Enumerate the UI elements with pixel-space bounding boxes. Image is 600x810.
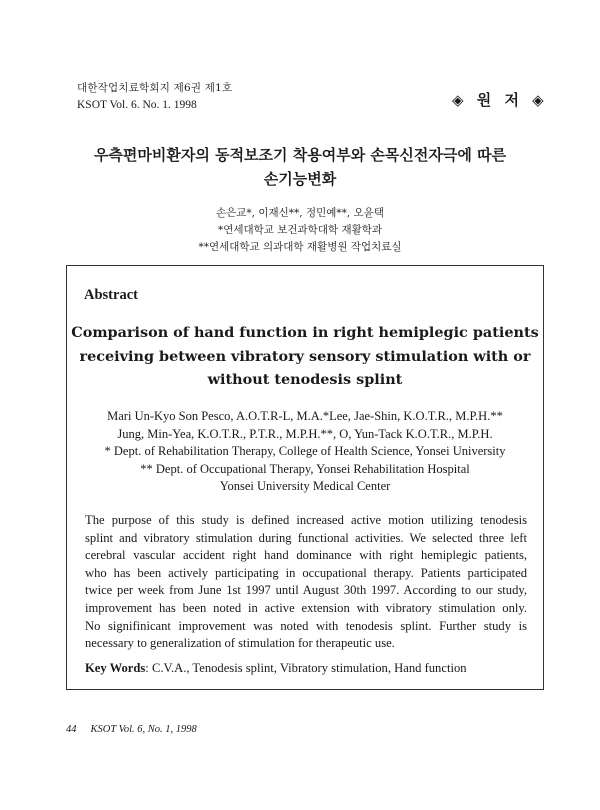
abstract-line: cerebral vascular accident right hand dominance with right hemiplegic patients, — [85, 548, 527, 563]
abstract-box — [66, 265, 544, 690]
journal-volume-info: KSOT Vol. 6. No. 1. 1998 — [77, 99, 197, 111]
paper-title-english-line3: without tenodesis splint — [207, 371, 403, 388]
keywords-label: Key Words — [85, 661, 146, 675]
paper-title-english-line1: Comparison of hand function in right hemiplegic patients — [71, 324, 539, 341]
page-number: 44 — [66, 724, 77, 735]
paper-title-korean — [0, 143, 600, 191]
paper-title-english — [67, 321, 543, 392]
affiliation-english-2: ** Dept. of Occupational Therapy, Yonsei Rehabilitation Hospital — [140, 461, 470, 476]
author-names-korean: 손은교*, 이재신**, 정민예**, 오윤택 — [216, 207, 384, 219]
affiliation-korean-2: **연세대학교 의과대학 재활병원 작업치료실 — [198, 241, 402, 253]
footer-journal: KSOT Vol. 6, No. 1, 1998 — [90, 724, 197, 735]
abstract-line: who has been actively participating in occupational therapy. Patients participated — [85, 565, 527, 580]
abstract-line: improvement has been noted in active extension with vibratory stimulation only. — [85, 600, 527, 615]
abstract-line: necessary to generalization of stimulation for therapeutic use. — [85, 636, 395, 651]
authors-korean — [0, 205, 600, 256]
abstract-line: splint and vibratory stimulation during functional activities. We selected three left — [85, 530, 527, 545]
author-names-english-2: Jung, Min-Yea, K.O.T.R., P.T.R., M.P.H.**, O, Yun-Tack K.O.T.R., M.P.H. — [117, 426, 493, 441]
affiliation-korean-1: *연세대학교 보건과학대학 재활학과 — [217, 224, 383, 236]
abstract-text — [85, 512, 527, 653]
affiliation-english-1: * Dept. of Rehabilitation Therapy, College of Health Science, Yonsei University — [104, 444, 506, 458]
paper-title-korean-line2: 손기능변화 — [263, 170, 337, 188]
affiliation-english-3: Yonsei University Medical Center — [219, 479, 391, 493]
authors-english — [67, 408, 543, 496]
author-names-english-1: Mari Un-Kyo Son Pesco, A.O.T.R-L, M.A.*Lee, Jae-Shin, K.O.T.R., M.P.H.** — [107, 409, 503, 423]
paper-title-korean-line1: 우측편마비환자의 동적보조기 착용여부와 손목신전자극에 따른 — [93, 146, 507, 164]
abstract-line: The purpose of this study is defined increased active motion utilizing tenodesis — [85, 513, 527, 527]
keywords — [85, 661, 467, 676]
abstract-line: twice per week from June 1st 1997 until August 30th 1997. According to our study, — [85, 583, 527, 598]
abstract-heading: Abstract — [84, 287, 138, 303]
abstract-line: No signifinicant improvement was noted with tenodesis splint. Further study is — [85, 618, 527, 633]
paper-title-english-line2: receiving between vibratory sensory stimulation with or — [79, 347, 531, 365]
page-footer — [66, 724, 197, 735]
article-type-badge: ◈ 원 저 ◈ — [452, 91, 548, 109]
journal-title-korean: 대한작업치료학회지 제6권 제1호 — [77, 82, 233, 94]
keywords-list: : C.V.A., Tenodesis splint, Vibratory stimulation, Hand function — [145, 661, 467, 675]
